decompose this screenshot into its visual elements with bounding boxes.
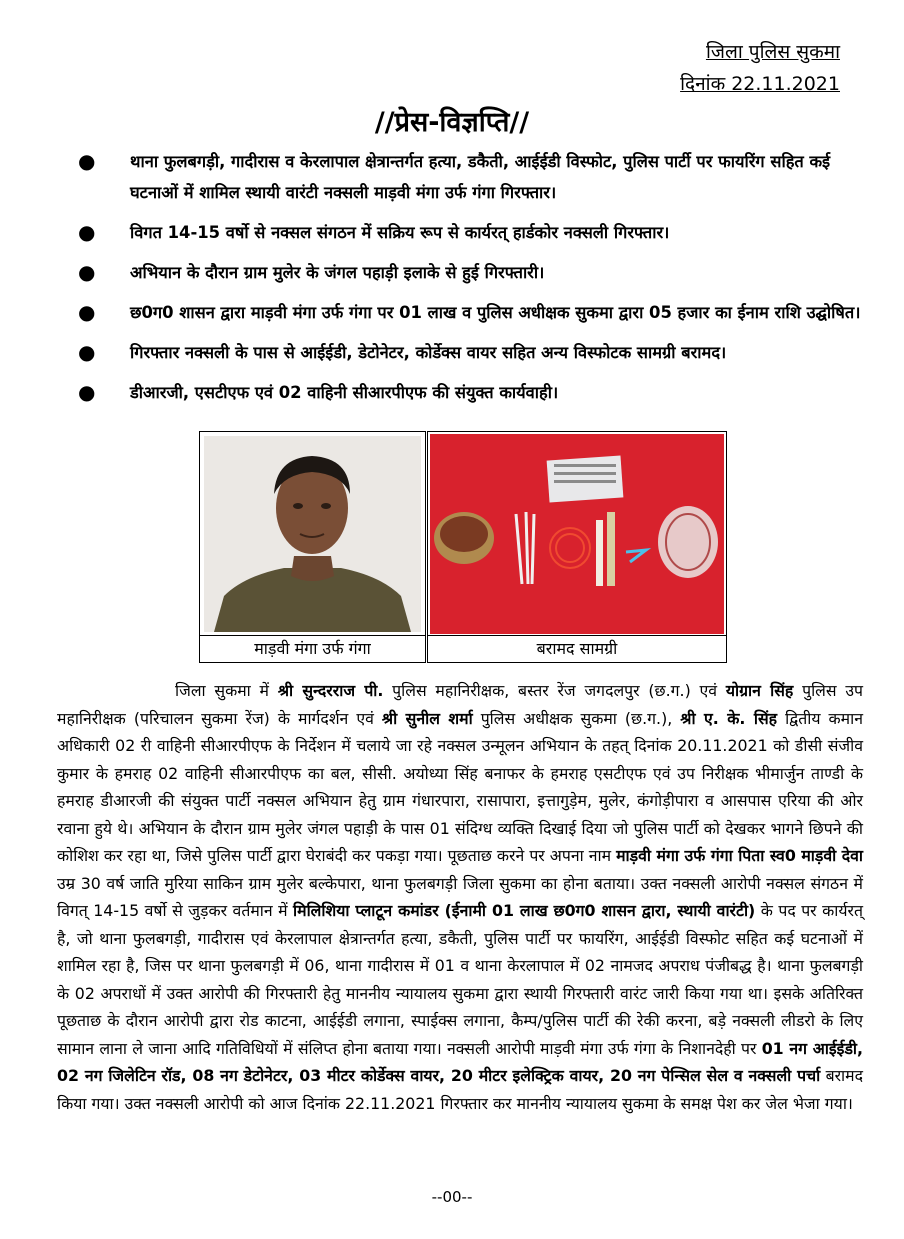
seized-items-caption: बरामद सामग्री — [428, 635, 726, 662]
accused-photo-caption: माड़वी मंगा उर्फ गंगा — [200, 635, 425, 662]
list-item: ● विगत 14-15 वर्षो से नक्सल संगठन में सक्रिय रूप से कार्यरत् हार्डकोर नक्सली गिरफ्तार। — [72, 217, 872, 248]
bullet-icon: ● — [78, 340, 96, 364]
end-mark: --00-- — [431, 1188, 473, 1206]
highlights-list — [72, 146, 872, 417]
bullet-icon: ● — [78, 149, 96, 173]
office-name: जिला पुलिस सुकमा — [705, 41, 840, 63]
list-item: ● डीआरजी, एसटीएफ एवं 02 वाहिनी सीआरपीएफ की संयुक्त कार्यवाही। — [72, 377, 872, 408]
accused-photo — [204, 436, 421, 632]
page-title: //प्रेस-विज्ञप्ति// — [374, 107, 530, 138]
accused-photo-frame — [199, 431, 426, 663]
bullet-icon: ● — [78, 300, 96, 324]
list-item: ● गिरफ्तार नक्सली के पास से आईईडी, डेटोनेटर, कोर्डेक्स वायर सहित अन्य विस्फोटक सामग्री बरामद। — [72, 337, 872, 368]
seized-items-photo — [430, 434, 724, 634]
seized-items-photo-frame — [427, 431, 727, 663]
photo-panel — [199, 431, 727, 662]
bullet-icon: ● — [78, 220, 96, 244]
bullet-icon: ● — [78, 380, 96, 404]
bullet-icon: ● — [78, 260, 96, 284]
document-header — [680, 36, 840, 100]
list-item: ● थाना फुलबगड़ी, गादीरास व केरलापाल क्षेत्रान्तर्गत हत्या, डकैती, आईईडी विस्फोट, पुलिस पार्टी पर फायरिंग सहित कई घटनाओं में शामिल स्थायी वारंटी नक्सली माड़वी मंगा उर्फ गंगा गिरफ्तार। — [72, 146, 872, 208]
body-paragraph: जिला सुकमा में श्री सुन्दरराज पी. पुलिस महानिरीक्षक, बस्तर रेंज जगदलपुर (छ.ग.) एवं योग्रान सिंह पुलिस उप महानिरीक्षक (परिचालन सुकमा रेंज) के मार्गदर्शन एवं श्री सुनील शर्मा पुलिस अधीक्षक सुकमा (छ.ग.), श्री ए. के. सिंह द्वितीय कमान अधिकारी 02 री वाहिनी सीआरपीएफ के निर्देशन में चलाये जा रहे नक्सल उन्मूलन अभियान के तहत् दिनांक 20.11.2021 को डीसी संजीव कुमार के हमराह 02 वाहिनी सीआरपीएफ का बल, सीसी. अयोध्या सिंह बनाफर के हमराह एसटीएफ एवं उप निरीक्षक भीमार्जुन ताण्डी के हमराह डीआरजी की संयुक्त पार्टी नक्सल अभियान हेतु ग्राम गंधारपारा, रासापारा, इत्तागुडे़म, मुलेर, कंगोड़ीपारा व आसपास एरिया की ओर रवाना हुये थे। अभियान के दौरान ग्राम मुलेर जंगल पहाड़ी के पास 01 संदिग्ध व्यक्ति दिखाई दिया जो पुलिस पार्टी को देखकर भागने छिपने की कोशिश कर रहा था, जिसे पुलिस पार्टी द्वारा घेराबंदी कर पकड़ा गया। पूछताछ करने पर अपना नाम माड़वी मंगा उर्फ गंगा पिता स्व0 माड़वी देवा उम्र 30 वर्ष जाति मुरिया साकिन ग्राम मुलेर बल्केपारा, थाना फुलबगड़ी जिला सुकमा का होना बताया। उक्त नक्सली आरोपी नक्सल संगठन में विगत् 14-15 वर्षो से जुड़कर वर्तमान में मिलिशिया प्लाटून कमांडर (ईनामी 01 लाख छ0ग0 शासन द्वारा, स्थायी वारंटी) के पद पर कार्यरत् है, जो थाना फुलबगड़ी, गादीरास एवं केरलापाल क्षेत्रान्तर्गत हत्या, डकैती, पुलिस पार्टी पर फायरिंग, आईईडी विस्फोट सहित कई घटनाओं में शामिल रहा है, जिस पर थाना फुलबगड़ी में 06, थाना गादीरास में 01 व थाना केरलापाल में 02 नामजद अपराध पंजीबद्ध है। थाना फुलबगड़ी के 02 अपराधों में उक्त आरोपी की गिरफ्तारी हेतु माननीय न्यायालय सुकमा द्वारा स्थायी गिरफ्तारी वारंट जारी किया गया था। इसके अतिरिक्त पूछताछ के दौरान आरोपी द्वारा रोड काटना, आईईडी लगाना, स्पाईक्स लगाना, कैम्प/पुलिस पार्टी की रेकी करना, बड़े नक्सली लीडरो के लिए सामान लाना ले जाना आदि गतिविधियों में संलिप्त होना बताया गया। नक्सली आरोपी माड़वी मंगा उर्फ गंगा के निशानदेही पर 01 नग आईईडी, 02 नग जिलेटिन रॉड, 08 नग डेटोनेटर, 03 मीटर कोर्डेक्स वायर, 20 मीटर इलेक्ट्रिक वायर, 20 नग पेन्सिल सेल व नक्सली पर्चा बरामद किया गया। उक्त नक्सली आरोपी को आज दिनांक 22.11.2021 गिरफ्तार कर माननीय न्यायालय सुकमा के समक्ष पेश कर जेल भेजा गया। — [57, 681, 864, 1113]
list-item: ● छ0ग0 शासन द्वारा माड़वी मंगा उर्फ गंगा पर 01 लाख व पुलिस अधीक्षक सुकमा द्वारा 05 हजार का ईनाम राशि उद्घोषित। — [72, 297, 872, 328]
document-date: दिनांक 22.11.2021 — [680, 73, 840, 95]
press-release-body — [57, 677, 863, 1117]
list-item: ● अभियान के दौरान ग्राम मुलेर के जंगल पहाड़ी इलाके से हुई गिरफ्तारी। — [72, 257, 872, 288]
